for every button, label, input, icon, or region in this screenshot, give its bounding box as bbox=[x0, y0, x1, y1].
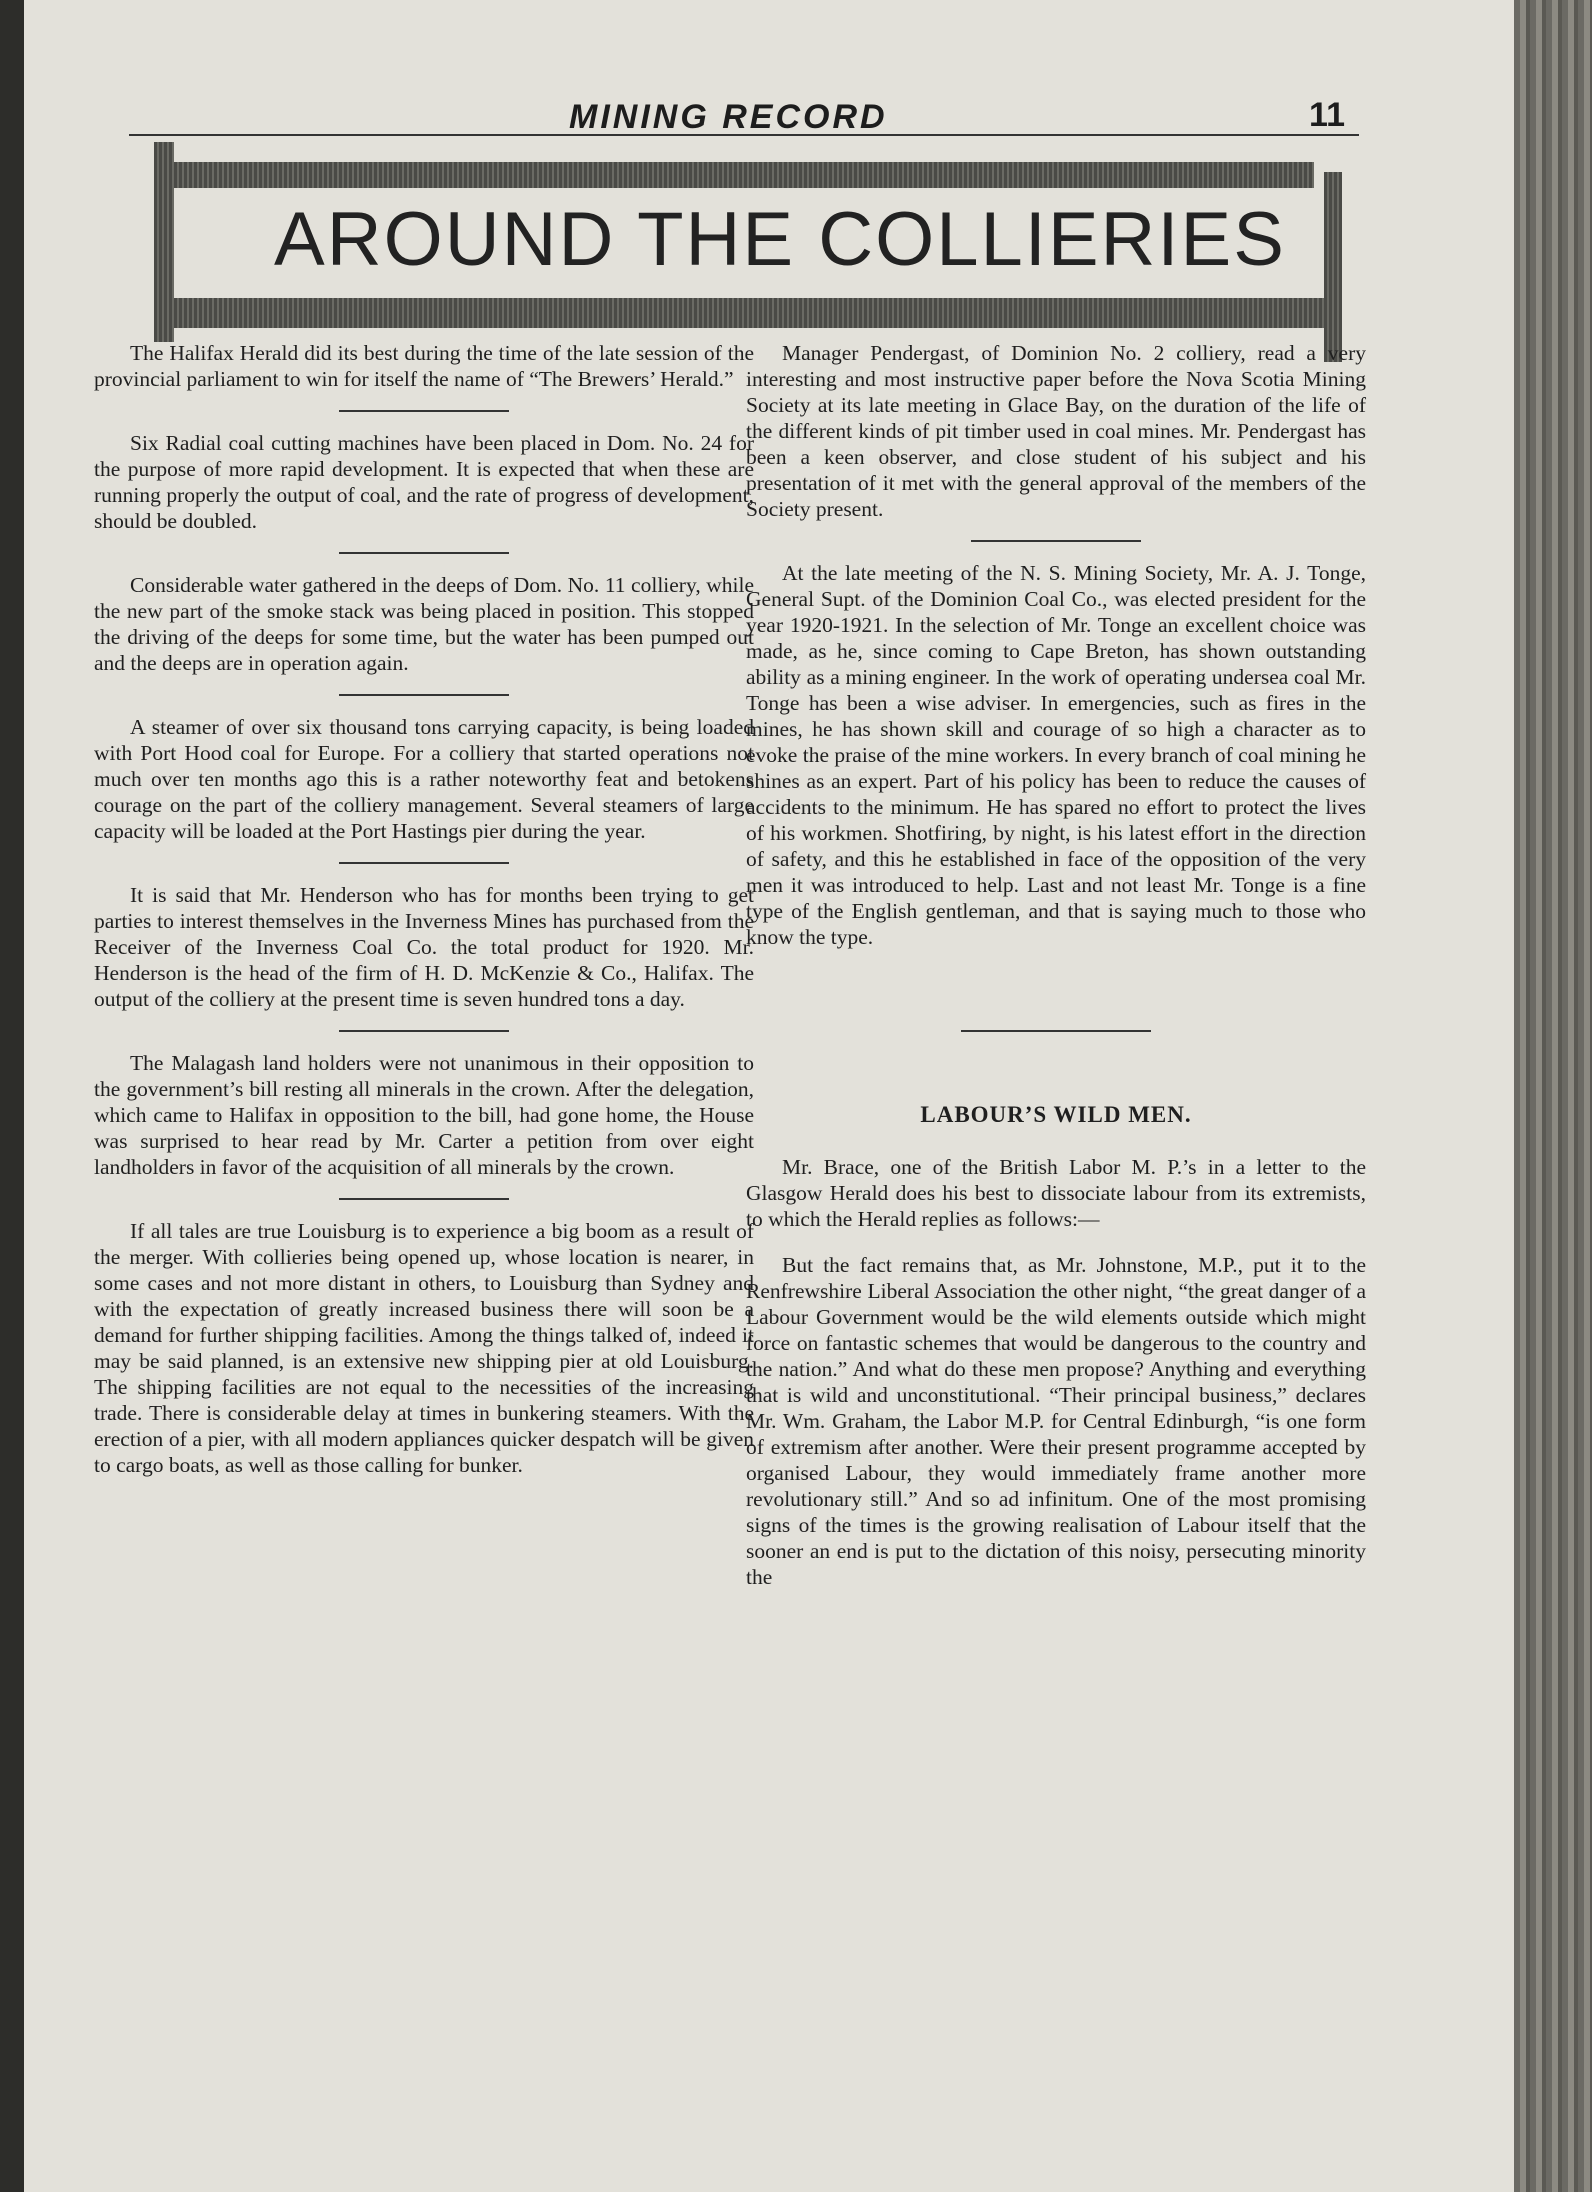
paragraph-gap bbox=[746, 1232, 1366, 1252]
banner-rule-left bbox=[154, 142, 174, 342]
article-paragraph: Six Radial coal cutting machines have been placed in Dom. No. 24 for the purpose of more rapid development. It is expected that when these are running properly the output of coal, and the rate of progress of development, should be doubled. bbox=[94, 431, 754, 533]
article-paragraph: The Malagash land holders were not unanimous in their opposition to the government’s bill resting all minerals in the crown. After the delegation, which came to Halifax in opposition to the bill, had gone home, the House was surprised to hear read by Mr. Carter a petition from over eight landholders in favor of the acquisition of all minerals by the crown. bbox=[94, 1051, 754, 1179]
divider bbox=[961, 1030, 1151, 1032]
article-paragraph: Considerable water gathered in the deeps of Dom. No. 11 colliery, while the new part of the smoke stack was being placed in position. This stopped the driving of the deeps for some time, but the water has been pumped out and the deeps are in operation again. bbox=[94, 573, 754, 675]
divider bbox=[971, 540, 1141, 542]
masthead: MINING RECORD bbox=[569, 98, 888, 136]
article-paragraph: The Halifax Herald did its best during the time of the late session of the provincial parliament to win for itself the name of “The Brewers’ Herald.” bbox=[94, 341, 754, 391]
page-gutter-shadow bbox=[0, 0, 24, 2192]
section-title: AROUND THE COLLIERIES bbox=[274, 197, 1286, 282]
book-binding-edge bbox=[1514, 0, 1592, 2192]
running-header bbox=[129, 96, 1359, 136]
article-paragraph: But the fact remains that, as Mr. Johnstone, M.P., put it to the Renfrewshire Liberal Association the other night, “the great danger of a Labour Government would be the wild elements outside which might force on fantastic schemes that would be dangerous to the country and the nation.” And what do these men propose? Anything and everything that is wild and unconstitutional. “Their principal business,” declares Mr. Wm. Graham, the Labor M.P. for Central Edinburgh, “is one form of extremism after another. Were their present programme accepted by organised Labour, they would immediately frame another more revolutionary still.” And so ad infinitum. One of the most promising signs of the times is the growing realisation of Labour itself that the sooner an end is put to the dictation of this noisy, persecuting minority the bbox=[746, 1253, 1366, 1589]
divider bbox=[339, 1030, 509, 1032]
right-column bbox=[746, 340, 1366, 1590]
page-number: 11 bbox=[1309, 96, 1345, 134]
article-paragraph: A steamer of over six thousand tons carrying capacity, is being loaded with Port Hood coal for Europe. For a colliery that started operations not much over ten months ago this is a rather noteworthy feat and betokens courage on the part of the colliery management. Several steamers of large capacity will be loaded at the Port Hastings pier during the year. bbox=[94, 715, 754, 843]
banner-rule-bottom bbox=[174, 298, 1324, 328]
divider bbox=[339, 694, 509, 696]
article-paragraph: It is said that Mr. Henderson who has for months been trying to get parties to interest themselves in the Inverness Mines has purchased from the Receiver of the Inverness Coal Co. the total product for 1920. Mr. Henderson is the head of the firm of H. D. McKenzie & Co., Halifax. The output of the colliery at the present time is seven hundred tons a day. bbox=[94, 883, 754, 1011]
article-paragraph: At the late meeting of the N. S. Mining Society, Mr. A. J. Tonge, General Supt. of the Dominion Coal Co., was elected president for the year 1920-1921. In the selection of Mr. Tonge an excellent choice was made, as he, since coming to Cape Breton, has shown outstanding ability as a mining engineer. In the work of operating undersea coal Mr. Tonge has been a wise adviser. In emergencies, such as fires in the mines, he has shown skill and courage of so high a character as to evoke the praise of the mine workers. In every branch of coal mining he shines as an expert. Part of his policy has been to reduce the causes of accidents to the minimum. He has spared no effort to protect the lives of his workmen. Shotfiring, by night, is his latest effort in the direction of safety, and this he established in face of the opposition of the very men it was introduced to help. Last and not least Mr. Tonge is a fine type of the English gentleman, and that is saying much to those who know the type. bbox=[746, 561, 1366, 949]
divider bbox=[339, 862, 509, 864]
banner-rule-right bbox=[1324, 172, 1342, 362]
left-column bbox=[94, 340, 754, 1478]
article-paragraph: Mr. Brace, one of the British Labor M. P.’s in a letter to the Glasgow Herald does his best to dissociate labour from its extremists, to which the Herald replies as follows:— bbox=[746, 1155, 1366, 1231]
section-banner bbox=[114, 132, 1364, 362]
banner-rule-top bbox=[174, 162, 1314, 188]
divider bbox=[339, 552, 509, 554]
divider bbox=[339, 1198, 509, 1200]
labour-heading: LABOUR’S WILD MEN. bbox=[920, 1102, 1192, 1127]
divider bbox=[339, 410, 509, 412]
article-paragraph: Manager Pendergast, of Dominion No. 2 colliery, read a very interesting and most instructive paper before the Nova Scotia Mining Society at its late meeting in Glace Bay, on the duration of the life of the different kinds of pit timber used in coal mines. Mr. Pendergast has been a keen observer, and close student of his subject and his presentation of it met with the general approval of the members of the Society present. bbox=[746, 341, 1366, 521]
article-paragraph: If all tales are true Louisburg is to experience a big boom as a result of the merger. With collieries being opened up, whose location is nearer, in some cases and not more distant in others, to Louisburg than Sydney and with the expectation of greatly increased business there will soon be a demand for further shipping facilities. Among the things talked of, indeed it may be said planned, is an extensive new shipping pier at old Louisburg. The shipping facilities are not equal to the necessities of the increasing trade. There is considerable delay at times in bunkering steamers. With the erection of a pier, with all modern appliances quicker despatch will be given to cargo boats, as well as those calling for bunker. bbox=[94, 1219, 754, 1477]
magazine-page bbox=[24, 0, 1514, 2192]
